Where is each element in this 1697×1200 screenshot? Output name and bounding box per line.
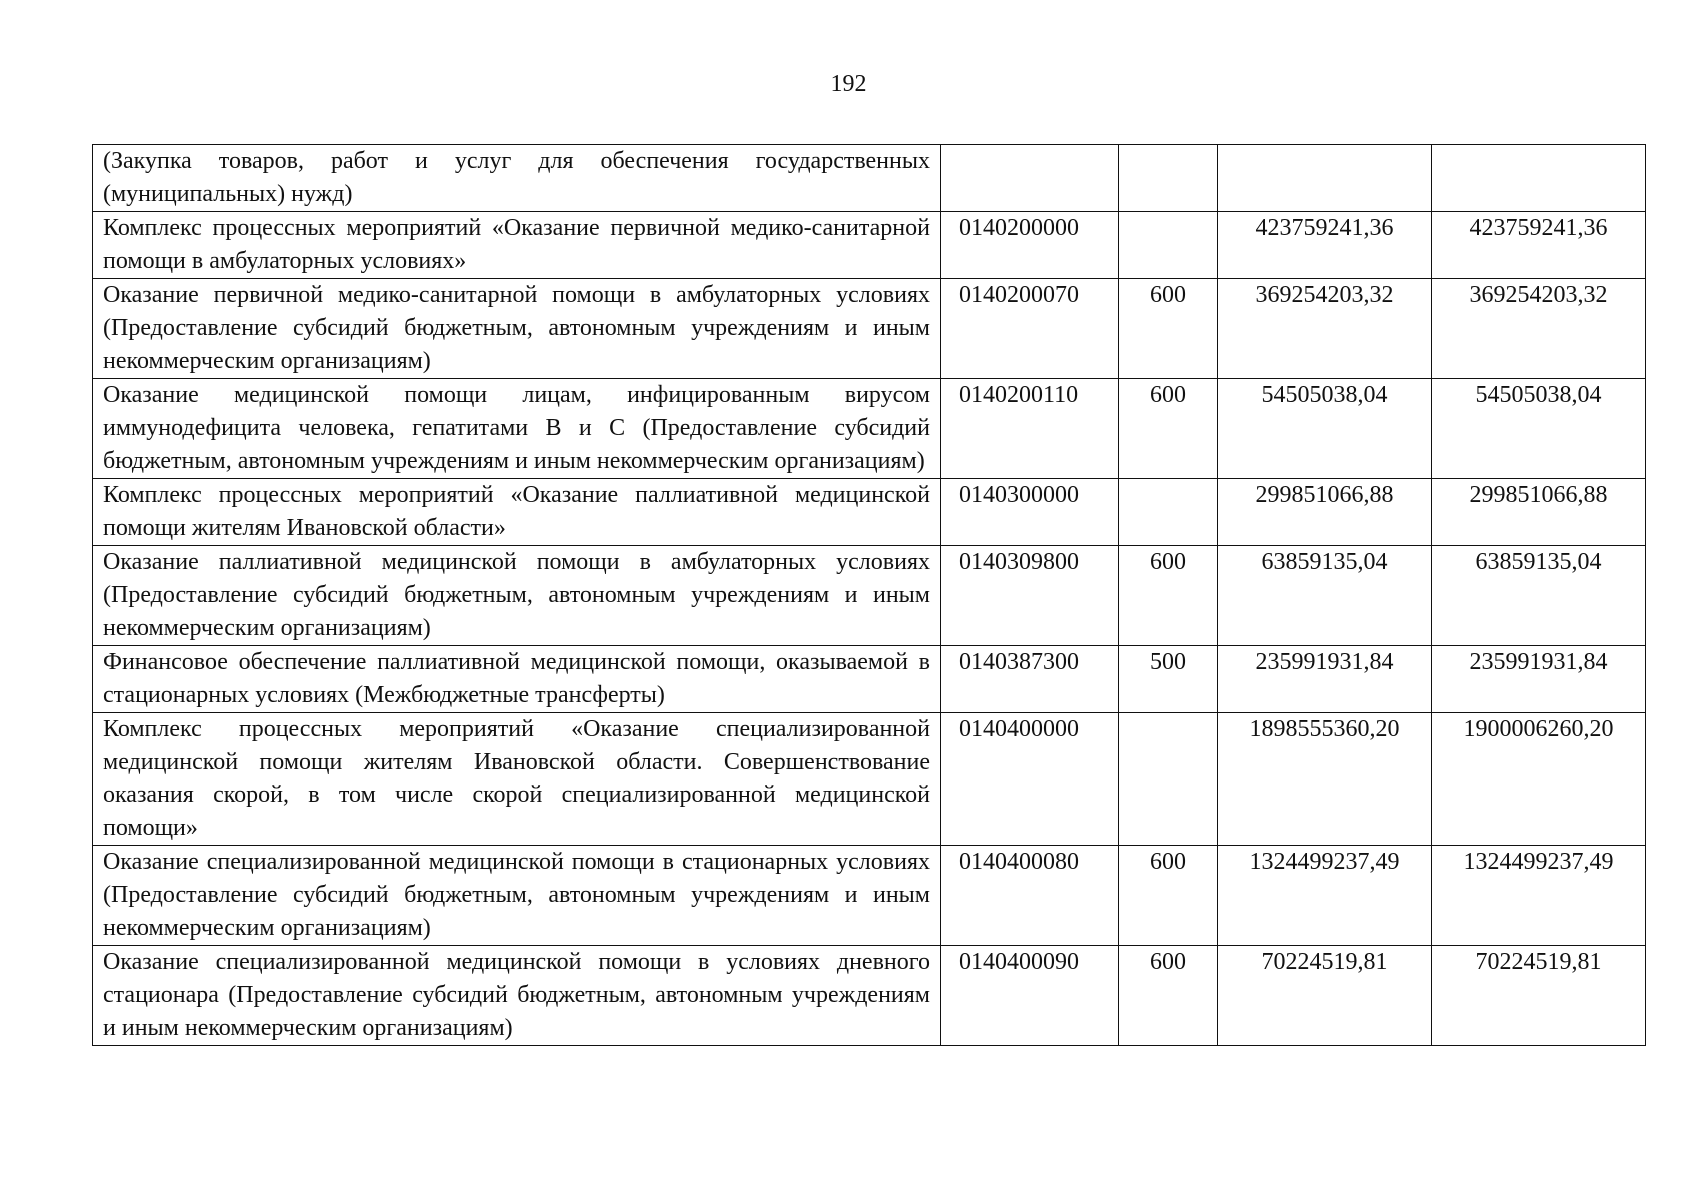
amount-first-year bbox=[1218, 145, 1432, 212]
row-description: Комплекс процессных мероприятий «Оказание специализированной медицинской помощи жителям Ивановской области. Совершенствование оказания скорой, в том числе скорой специализированной медицинской помощи» bbox=[93, 713, 941, 846]
table-row bbox=[93, 145, 1646, 212]
table-row bbox=[93, 946, 1646, 1046]
expense-type-code bbox=[1119, 479, 1218, 546]
amount-first-year: 54505038,04 bbox=[1218, 379, 1432, 479]
amount-first-year: 235991931,84 bbox=[1218, 646, 1432, 713]
amount-second-year: 1900006260,20 bbox=[1432, 713, 1646, 846]
target-article-code bbox=[941, 145, 1119, 212]
amount-second-year: 235991931,84 bbox=[1432, 646, 1646, 713]
table-row bbox=[93, 279, 1646, 379]
row-description: Оказание паллиативной медицинской помощи в амбулаторных условиях (Предоставление субсидий бюджетным, автономным учреждениям и иным некоммерческим организациям) bbox=[93, 546, 941, 646]
table-row bbox=[93, 646, 1646, 713]
row-description: (Закупка товаров, работ и услуг для обеспечения государственных (муниципальных) нужд) bbox=[93, 145, 941, 212]
row-description: Оказание медицинской помощи лицам, инфицированным вирусом иммунодефицита человека, гепатитами В и С (Предоставление субсидий бюджетным, автономным учреждениям и иным некоммерческим организациям) bbox=[93, 379, 941, 479]
amount-second-year: 63859135,04 bbox=[1432, 546, 1646, 646]
row-description: Комплекс процессных мероприятий «Оказание паллиативной медицинской помощи жителям Ивановской области» bbox=[93, 479, 941, 546]
amount-second-year: 423759241,36 bbox=[1432, 212, 1646, 279]
amount-second-year: 1324499237,49 bbox=[1432, 846, 1646, 946]
amount-second-year: 369254203,32 bbox=[1432, 279, 1646, 379]
amount-first-year: 1324499237,49 bbox=[1218, 846, 1432, 946]
table-row bbox=[93, 212, 1646, 279]
amount-second-year: 299851066,88 bbox=[1432, 479, 1646, 546]
amount-first-year: 369254203,32 bbox=[1218, 279, 1432, 379]
target-article-code: 0140400080 bbox=[941, 846, 1119, 946]
amount-first-year: 299851066,88 bbox=[1218, 479, 1432, 546]
budget-table bbox=[92, 144, 1646, 1046]
page-number: 192 bbox=[830, 71, 867, 97]
amount-second-year: 54505038,04 bbox=[1432, 379, 1646, 479]
row-description: Комплекс процессных мероприятий «Оказание первичной медико-санитарной помощи в амбулаторных условиях» bbox=[93, 212, 941, 279]
target-article-code: 0140200070 bbox=[941, 279, 1119, 379]
expense-type-code: 500 bbox=[1119, 646, 1218, 713]
target-article-code: 0140300000 bbox=[941, 479, 1119, 546]
amount-second-year bbox=[1432, 145, 1646, 212]
amount-first-year: 63859135,04 bbox=[1218, 546, 1432, 646]
expense-type-code bbox=[1119, 713, 1218, 846]
expense-type-code: 600 bbox=[1119, 546, 1218, 646]
expense-type-code bbox=[1119, 145, 1218, 212]
table-row bbox=[93, 546, 1646, 646]
target-article-code: 0140400000 bbox=[941, 713, 1119, 846]
target-article-code: 0140200110 bbox=[941, 379, 1119, 479]
amount-first-year: 423759241,36 bbox=[1218, 212, 1432, 279]
target-article-code: 0140309800 bbox=[941, 546, 1119, 646]
expense-type-code: 600 bbox=[1119, 946, 1218, 1046]
row-description: Оказание специализированной медицинской помощи в стационарных условиях (Предоставление субсидий бюджетным, автономным учреждениям и иным некоммерческим организациям) bbox=[93, 846, 941, 946]
target-article-code: 0140387300 bbox=[941, 646, 1119, 713]
expense-type-code bbox=[1119, 212, 1218, 279]
table-row bbox=[93, 479, 1646, 546]
amount-first-year: 1898555360,20 bbox=[1218, 713, 1432, 846]
amount-first-year: 70224519,81 bbox=[1218, 946, 1432, 1046]
row-description: Оказание первичной медико-санитарной помощи в амбулаторных условиях (Предоставление субсидий бюджетным, автономным учреждениям и иным некоммерческим организациям) bbox=[93, 279, 941, 379]
row-description: Финансовое обеспечение паллиативной медицинской помощи, оказываемой в стационарных условиях (Межбюджетные трансферты) bbox=[93, 646, 941, 713]
target-article-code: 0140200000 bbox=[941, 212, 1119, 279]
row-description: Оказание специализированной медицинской помощи в условиях дневного стационара (Предоставление субсидий бюджетным, автономным учреждениям и иным некоммерческим организациям) bbox=[93, 946, 941, 1046]
amount-second-year: 70224519,81 bbox=[1432, 946, 1646, 1046]
target-article-code: 0140400090 bbox=[941, 946, 1119, 1046]
expense-type-code: 600 bbox=[1119, 379, 1218, 479]
expense-type-code: 600 bbox=[1119, 279, 1218, 379]
table-row bbox=[93, 846, 1646, 946]
expense-type-code: 600 bbox=[1119, 846, 1218, 946]
table-row bbox=[93, 379, 1646, 479]
table-row bbox=[93, 713, 1646, 846]
